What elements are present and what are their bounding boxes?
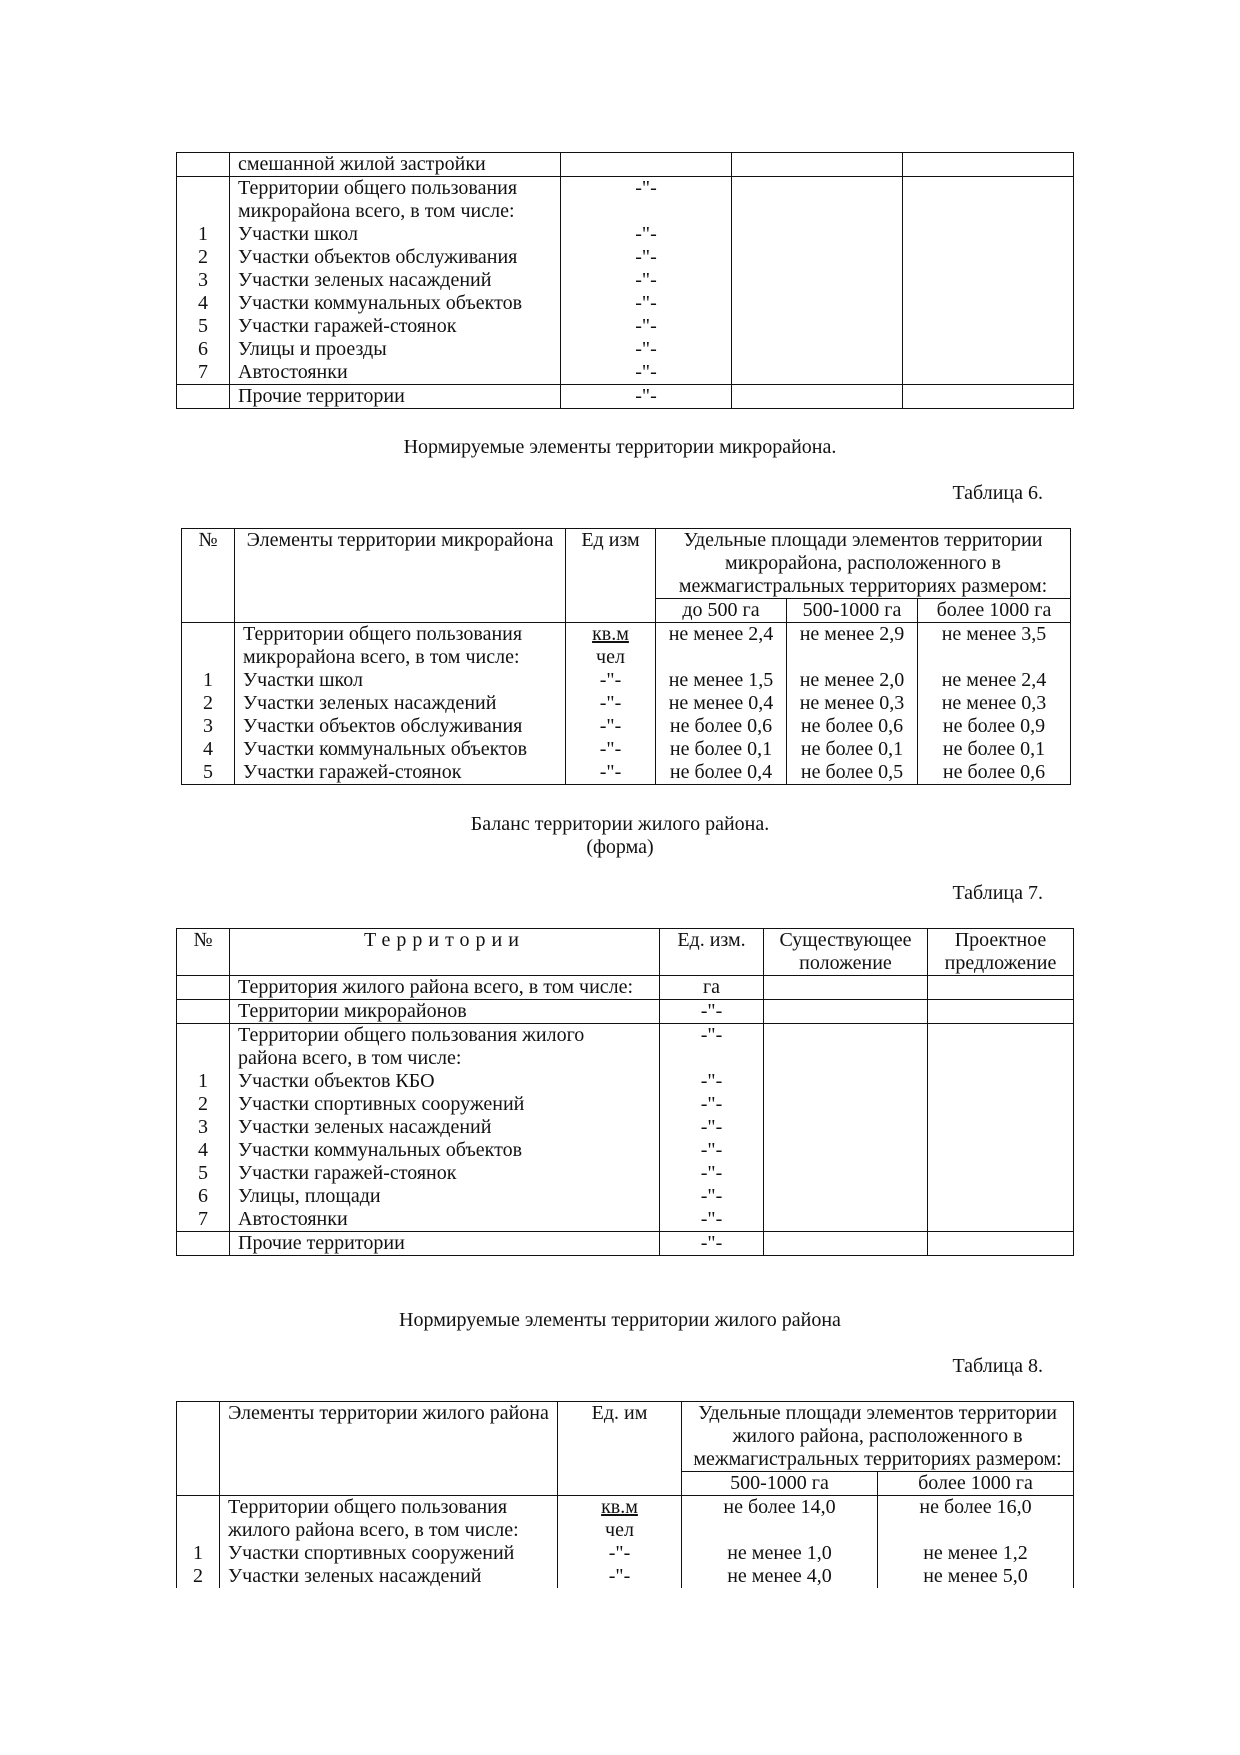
header-elements: Элементы территории жилого района — [220, 1402, 558, 1496]
row-name: смешанной жилой застройки — [230, 153, 561, 177]
row-units — [566, 623, 656, 785]
table-7-caption: Баланс территории жилого района. — [470, 813, 770, 835]
cell-line — [926, 646, 1062, 669]
cell-line: -"- — [635, 338, 657, 360]
row-numbers — [177, 1496, 220, 1589]
row-numbers — [177, 1024, 230, 1232]
cell-line: не менее 4,0 — [727, 1565, 832, 1587]
cell-line: -"- — [608, 1542, 631, 1564]
cell-line: 1 — [193, 1542, 203, 1564]
row-name: Территория жилого района всего, в том числе: — [230, 976, 660, 1000]
cell-line: не менее 2,9 — [799, 623, 905, 645]
subheader-up-to-500: до 500 га — [656, 599, 787, 623]
cell-line: Участки объектов обслуживания — [243, 715, 523, 737]
cell-line: Территории общего пользования — [243, 623, 523, 645]
cell-line: чел — [605, 1519, 634, 1541]
table-6-number: Таблица 6. — [952, 482, 1043, 504]
cell-line — [185, 200, 221, 223]
values-over-1000 — [918, 623, 1071, 785]
cell-line: не более 14,0 — [723, 1496, 836, 1518]
cell-line: Улицы и проезды — [238, 338, 387, 360]
cell-line: не менее 1,0 — [727, 1542, 832, 1564]
cell-line: -"- — [599, 669, 622, 691]
row-names — [230, 1024, 660, 1232]
cell-line: Участки школ — [243, 669, 363, 691]
cell-line: не более 0,1 — [669, 738, 773, 760]
cell-line: микрорайона всего, в том числе: — [238, 200, 515, 222]
cell-line: 1 — [198, 1070, 208, 1092]
cell-line: кв.м — [601, 1496, 638, 1518]
cell-line: Участки зеленых насаждений — [228, 1565, 482, 1587]
table-row — [177, 1024, 1074, 1232]
row-name: Прочие территории — [230, 1232, 660, 1256]
header-specific-areas: Удельные площади элементов территории жилого района, расположенного в межмагистральных территориях размером: — [682, 1402, 1074, 1472]
row-units — [561, 177, 732, 385]
cell-line — [190, 646, 226, 669]
cell-line: не более 0,4 — [669, 761, 773, 783]
table-8 — [176, 1401, 1074, 1588]
row-names — [230, 177, 561, 385]
header-territories: Территории — [230, 929, 660, 976]
table-header-row — [177, 1402, 1074, 1472]
table-7-caption-form: (форма) — [586, 836, 654, 858]
row-name: Территории микрорайонов — [230, 1000, 660, 1024]
cell-line: чел — [596, 646, 625, 668]
cell-line: кв.м — [592, 623, 629, 645]
cell-line: Участки гаражей-стоянок — [238, 315, 457, 337]
header-unit: Ед. им — [558, 1402, 682, 1496]
cell-line: 7 — [198, 1208, 208, 1230]
cell-line: 5 — [198, 1162, 208, 1184]
cell-line: не более 0,6 — [942, 761, 1046, 783]
cell-line: 6 — [198, 338, 208, 360]
cell-line: Автостоянки — [238, 361, 348, 383]
cell-line: 5 — [203, 761, 213, 783]
cell-line — [690, 1519, 869, 1542]
cell-line: -"- — [635, 315, 657, 337]
table-7-number: Таблица 7. — [952, 882, 1043, 904]
table-7 — [176, 928, 1074, 1256]
subheader-over-1000: более 1000 га — [878, 1472, 1074, 1496]
cell-line: Участки спортивных сооружений — [238, 1093, 525, 1115]
table-row — [177, 1232, 1074, 1256]
header-number: № — [177, 929, 230, 976]
cell-line: -"- — [608, 1565, 631, 1587]
header-unit: Ед. изм. — [660, 929, 764, 976]
cell-line: -"- — [635, 361, 657, 383]
cell-line: -"- — [635, 246, 657, 268]
cell-line: Участки коммунальных объектов — [243, 738, 528, 760]
cell-line: -"- — [635, 223, 657, 245]
cell-line: 2 — [198, 246, 208, 268]
row-unit: -"- — [561, 385, 732, 409]
header-number: № — [182, 529, 235, 623]
cell-line — [569, 200, 723, 223]
cell-line: -"- — [700, 1024, 723, 1046]
values-500-1000 — [682, 1496, 878, 1589]
cell-line: Территории общего пользования — [228, 1496, 508, 1518]
cell-line: Автостоянки — [238, 1208, 348, 1230]
table-row — [177, 1496, 1074, 1589]
table-row — [177, 153, 1074, 177]
row-names — [220, 1496, 558, 1589]
cell-line: -"- — [700, 1070, 723, 1092]
cell-line — [185, 177, 221, 200]
row-name: Прочие территории — [230, 385, 561, 409]
cell-line: Участки гаражей-стоянок — [238, 1162, 457, 1184]
cell-line: не более 0,5 — [800, 761, 904, 783]
cell-line: микрорайона всего, в том числе: — [243, 646, 520, 668]
cell-line: Территории общего пользования жилого — [238, 1024, 585, 1046]
table-row — [182, 623, 1071, 785]
cell-line: Участки объектов обслуживания — [238, 246, 518, 268]
cell-line: -"- — [599, 761, 622, 783]
cell-line: 4 — [198, 292, 208, 314]
cell-line: Участки зеленых насаждений — [238, 269, 492, 291]
cell-line: 3 — [198, 269, 208, 291]
cell-line: не менее 2,0 — [799, 669, 905, 691]
cell-line: 1 — [198, 223, 208, 245]
cell-line: -"- — [635, 269, 657, 291]
cell-line: -"- — [700, 1208, 723, 1230]
cell-line: Участки школ — [238, 223, 358, 245]
cell-line: Участки коммунальных объектов — [238, 1139, 523, 1161]
cell-line: жилого района всего, в том числе: — [228, 1519, 519, 1541]
table-row — [177, 385, 1074, 409]
header-specific-areas: Удельные площади элементов территории микрорайона, расположенного в межмагистральных территориях размером: — [656, 529, 1071, 599]
cell-line: 3 — [198, 1116, 208, 1138]
table-6-caption: Нормируемые элементы территории микрорайона. — [403, 436, 837, 458]
row-unit: га — [660, 976, 764, 1000]
table-5-continuation — [176, 152, 1074, 409]
cell-line: не менее 0,3 — [941, 692, 1047, 714]
table-header-row — [177, 929, 1074, 976]
cell-line: Участки коммунальных объектов — [238, 292, 523, 314]
cell-line: 4 — [203, 738, 213, 760]
cell-line: не менее 1,2 — [923, 1542, 1028, 1564]
table-8-caption: Нормируемые элементы территории жилого района — [399, 1309, 841, 1331]
cell-line — [664, 646, 778, 669]
table-row — [177, 177, 1074, 385]
cell-line: Участки объектов КБО — [238, 1070, 435, 1092]
cell-line: 2 — [193, 1565, 203, 1587]
cell-line: не более 0,1 — [800, 738, 904, 760]
cell-line — [795, 646, 909, 669]
table-6 — [181, 528, 1071, 785]
cell-line: -"- — [635, 177, 657, 199]
values-over-1000 — [878, 1496, 1074, 1589]
table-row — [177, 976, 1074, 1000]
cell-line: -"- — [700, 1139, 723, 1161]
cell-line: Участки спортивных сооружений — [228, 1542, 515, 1564]
cell-line: района всего, в том числе: — [238, 1047, 462, 1069]
row-numbers — [177, 177, 230, 385]
cell-line: -"- — [700, 1116, 723, 1138]
cell-line: не менее 2,4 — [941, 669, 1047, 691]
cell-line: не менее 2,4 — [668, 623, 774, 645]
row-units — [660, 1024, 764, 1232]
cell-line: 5 — [198, 315, 208, 337]
cell-line: не более 16,0 — [919, 1496, 1032, 1518]
cell-line: -"- — [700, 1093, 723, 1115]
values-up-to-500 — [656, 623, 787, 785]
table-header-row — [182, 529, 1071, 599]
cell-line: -"- — [635, 292, 657, 314]
cell-line: 4 — [198, 1139, 208, 1161]
cell-line: Территории общего пользования — [238, 177, 518, 199]
row-numbers — [182, 623, 235, 785]
cell-line — [185, 1496, 211, 1519]
header-existing: Существующее положение — [764, 929, 928, 976]
cell-line: -"- — [599, 715, 622, 737]
cell-line: 2 — [203, 692, 213, 714]
cell-line: -"- — [700, 1162, 723, 1184]
cell-line: 3 — [203, 715, 213, 737]
cell-line: не менее 3,5 — [941, 623, 1047, 645]
cell-line: Улицы, площади — [238, 1185, 381, 1207]
cell-line: -"- — [700, 1185, 723, 1207]
cell-line: Участки зеленых насаждений — [238, 1116, 492, 1138]
subheader-500-1000: 500-1000 га — [787, 599, 918, 623]
header-project: Проектное предложение — [928, 929, 1074, 976]
cell-line: не более 0,6 — [669, 715, 773, 737]
cell-line: не менее 0,3 — [799, 692, 905, 714]
cell-line — [185, 1047, 221, 1070]
cell-line — [185, 1024, 221, 1047]
row-unit: -"- — [660, 1232, 764, 1256]
header-elements: Элементы территории микрорайона — [235, 529, 566, 623]
cell-line: -"- — [599, 692, 622, 714]
cell-line — [668, 1047, 755, 1070]
cell-line: не более 0,6 — [800, 715, 904, 737]
cell-line: не более 0,1 — [942, 738, 1046, 760]
cell-line — [185, 1519, 211, 1542]
cell-line: -"- — [599, 738, 622, 760]
cell-line: 7 — [198, 361, 208, 383]
cell-line: не менее 5,0 — [923, 1565, 1028, 1587]
cell-line — [886, 1519, 1065, 1542]
cell-line: не менее 0,4 — [668, 692, 774, 714]
row-units — [558, 1496, 682, 1589]
table-8-number: Таблица 8. — [952, 1355, 1043, 1377]
subheader-over-1000: более 1000 га — [918, 599, 1071, 623]
cell-line: 2 — [198, 1093, 208, 1115]
cell-line: Участки зеленых насаждений — [243, 692, 497, 714]
row-names — [235, 623, 566, 785]
header-unit: Ед изм — [566, 529, 656, 623]
subheader-500-1000: 500-1000 га — [682, 1472, 878, 1496]
cell-line: 1 — [203, 669, 213, 691]
cell-line: не более 0,9 — [942, 715, 1046, 737]
values-500-1000 — [787, 623, 918, 785]
table-row — [177, 1000, 1074, 1024]
cell-line: 6 — [198, 1185, 208, 1207]
cell-line: Участки гаражей-стоянок — [243, 761, 462, 783]
row-unit: -"- — [660, 1000, 764, 1024]
cell-line — [190, 623, 226, 646]
cell-line: не менее 1,5 — [668, 669, 774, 691]
